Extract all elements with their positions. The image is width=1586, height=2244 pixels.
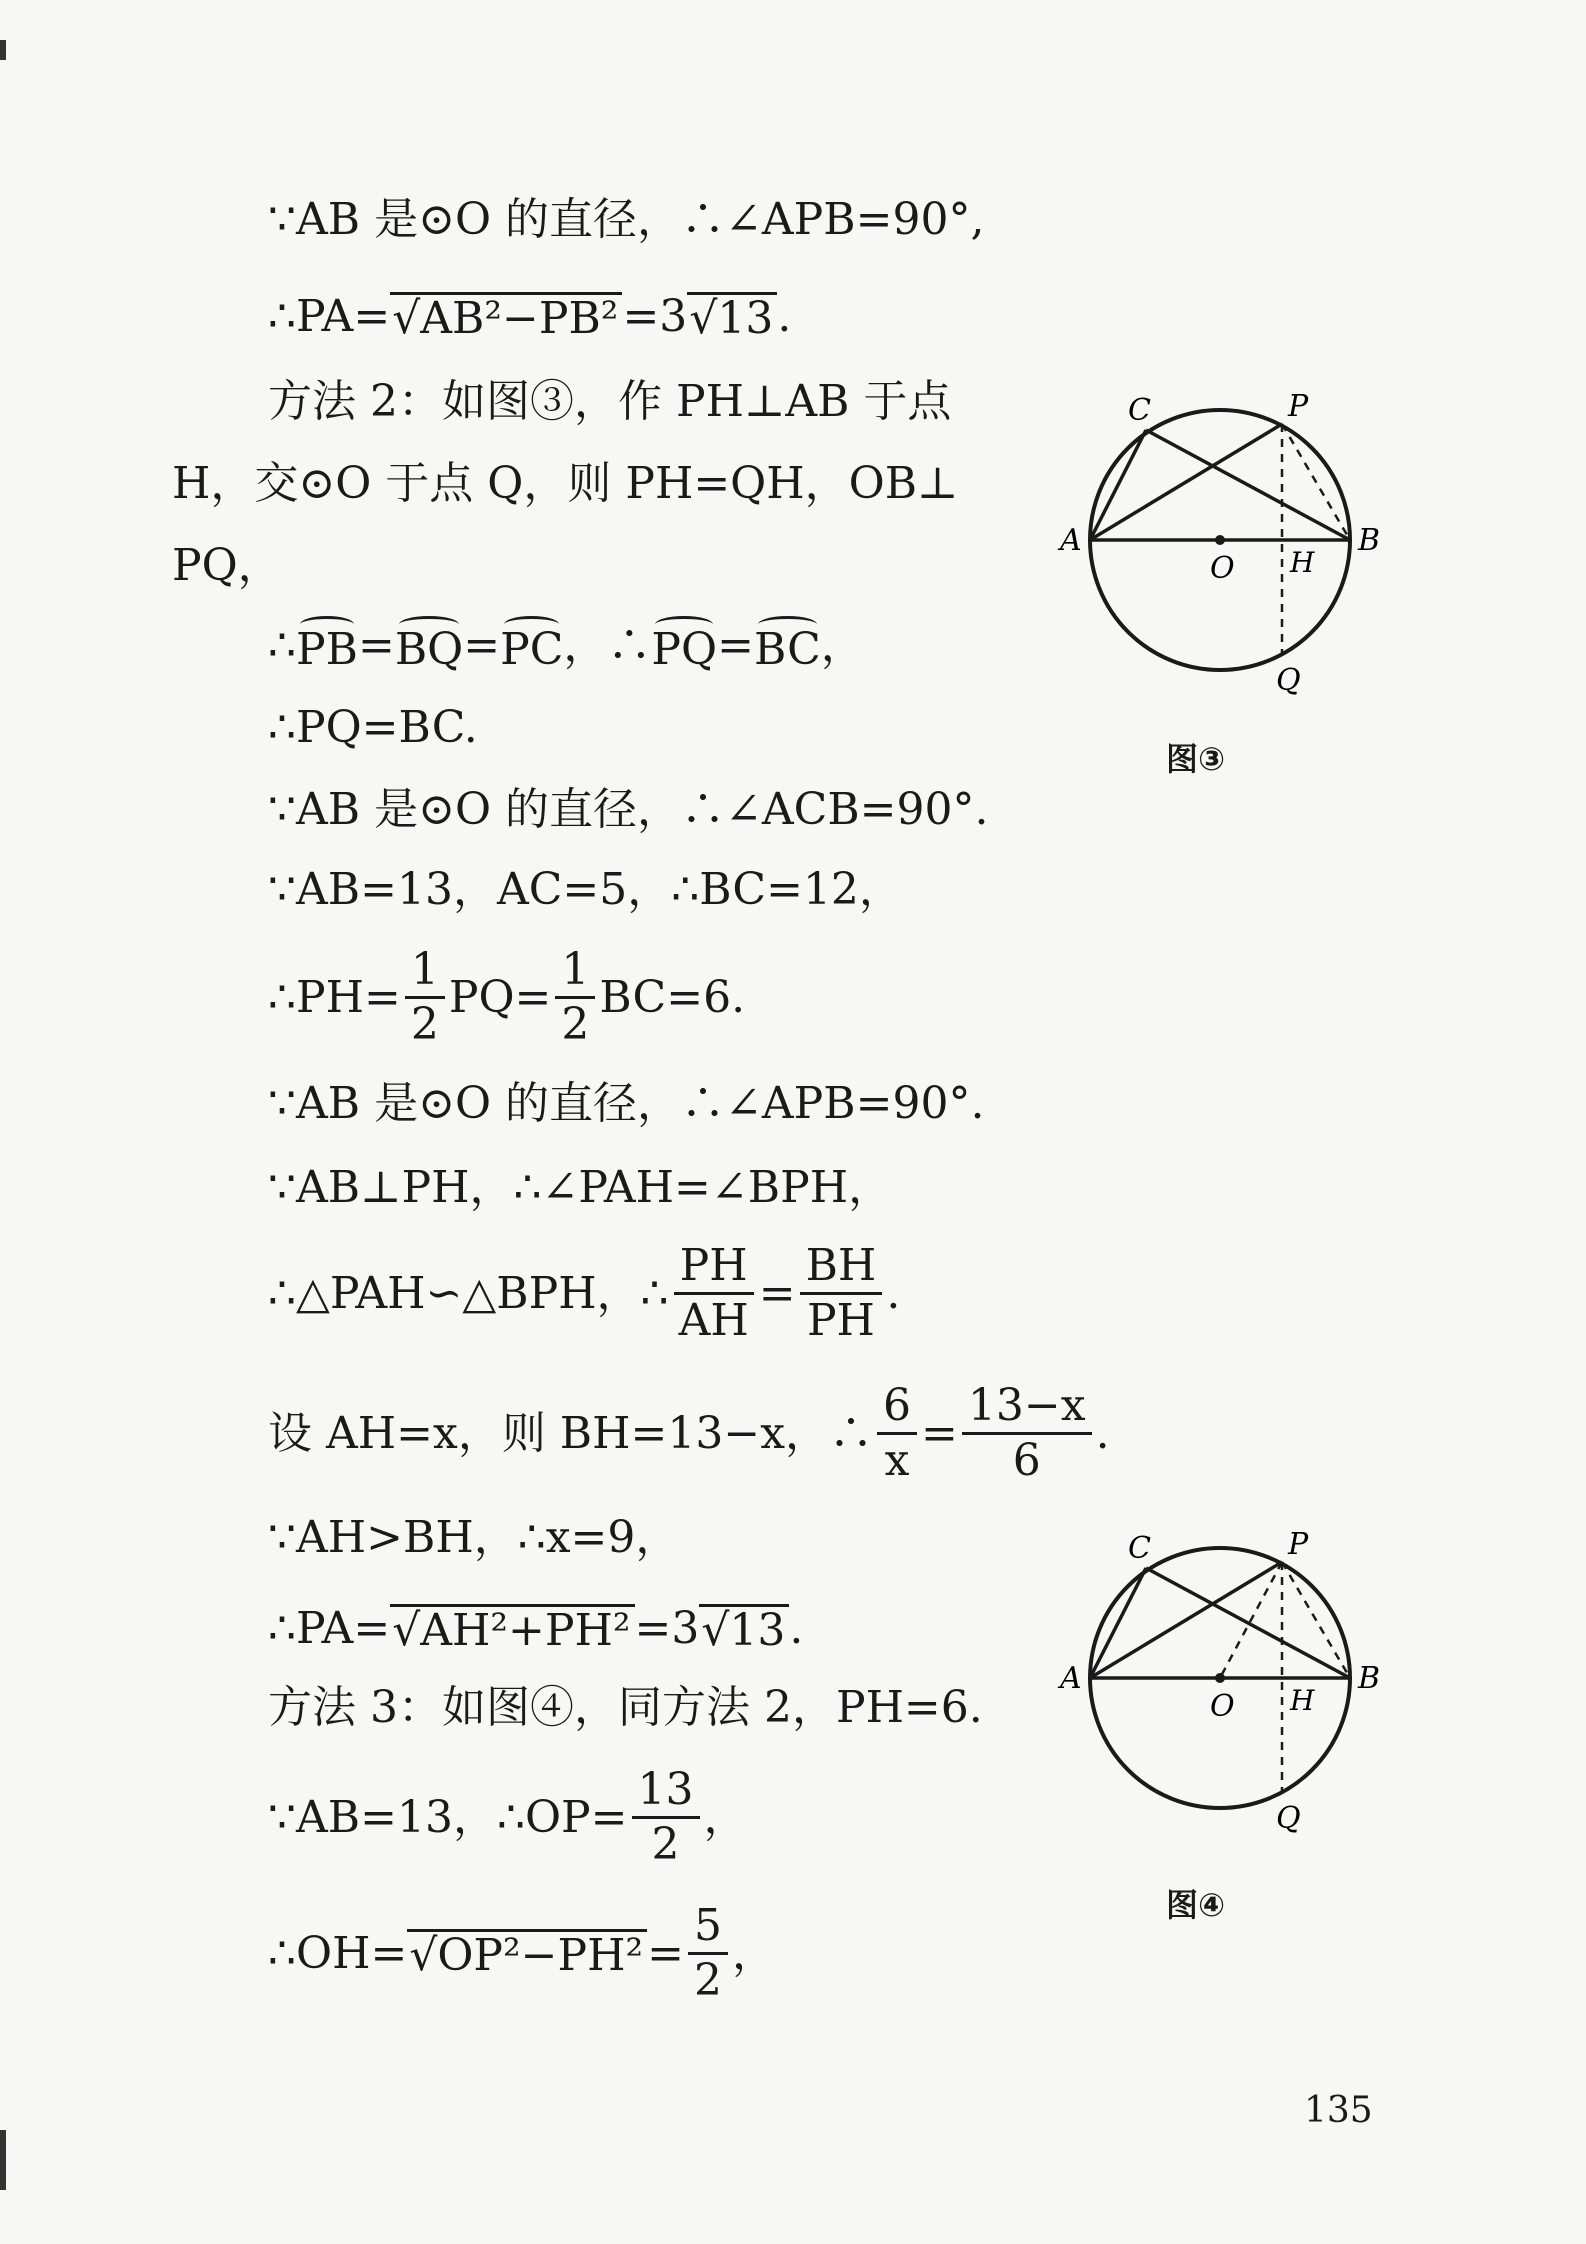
point-label: H <box>1290 1684 1315 1717</box>
point-label: O <box>1210 1689 1235 1724</box>
text-line-3: 方法 2：如图③，作 PH⊥AB 于点 <box>268 376 952 427</box>
point-label: B <box>1358 1661 1381 1696</box>
fraction: $\frac{5}{2}$ <box>688 1904 728 2003</box>
sqrt-expression: √13 <box>699 1604 789 1653</box>
fraction: $\frac{13-x}{6}$ <box>962 1384 1092 1483</box>
text-line-18: ∵AB=13，∴OP= $\frac{13}{2}$ ， <box>268 1764 748 1870</box>
figure-3-caption: 图③ <box>1166 740 1226 778</box>
point-label: O <box>1210 551 1235 586</box>
scan-edge-mark <box>0 2130 6 2190</box>
text-line-10: ∴PH= $\frac{1}{2}$ PQ= $\frac{1}{2}$ BC=6. <box>268 944 746 1050</box>
sqrt-expression: √AH²+PH² <box>390 1604 634 1653</box>
fraction: $\frac{6}{x}$ <box>877 1384 917 1483</box>
figure-4-caption: 图④ <box>1166 1886 1226 1924</box>
point-label: H <box>1290 546 1315 579</box>
fraction: $\frac{PH}{AH}$ <box>673 1244 755 1343</box>
point-label: Q <box>1276 663 1301 698</box>
text-line-15: ∵AH>BH，∴x=9， <box>268 1512 680 1563</box>
fraction: $\frac{1}{2}$ <box>405 948 445 1047</box>
page-number: 135 <box>1304 2090 1373 2131</box>
point-label: A <box>1060 523 1082 558</box>
text-line-5: PQ， <box>172 540 282 591</box>
sqrt-expression: √AB²−PB² <box>390 292 622 341</box>
text-line-17: 方法 3：如图④，同方法 2，PH=6. <box>268 1682 983 1733</box>
figure-4-diagram <box>1050 1528 1390 1848</box>
text-line-1: ∵AB 是⊙O 的直径，∴∠APB=90°, <box>268 194 985 245</box>
text-line-19: ∴OH= √OP²−PH² = $\frac{5}{2}$ ， <box>268 1900 777 2006</box>
text-line-12: ∵AB⊥PH，∴∠PAH=∠BPH， <box>268 1162 893 1213</box>
fraction: $\frac{13}{2}$ <box>632 1768 700 1867</box>
text-line-7: ∴PQ=BC. <box>268 702 478 753</box>
point-label: B <box>1358 523 1381 558</box>
point-label: P <box>1288 1528 1309 1562</box>
point-label: C <box>1128 1531 1151 1566</box>
text-line-13: ∴△PAH∽△BPH，∴ $\frac{PH}{AH}$ = $\frac{BH}{PH}$ . <box>268 1240 901 1346</box>
text-line-16: ∴PA= √AH²+PH² =3 √13 . <box>268 1602 804 1656</box>
sqrt-expression: √OP²−PH² <box>407 1929 647 1978</box>
fraction: $\frac{BH}{PH}$ <box>800 1244 883 1343</box>
figure-3-diagram <box>1050 390 1390 710</box>
point-label: Q <box>1276 1801 1301 1836</box>
scan-edge-mark <box>0 40 6 60</box>
text-line-11: ∵AB 是⊙O 的直径，∴∠APB=90°. <box>268 1078 985 1129</box>
text-line-2: ∴PA= √AB²−PB² =3 √13 . <box>268 290 792 344</box>
point-label: A <box>1060 1661 1082 1696</box>
sqrt-expression: √13 <box>687 292 777 341</box>
fraction: $\frac{1}{2}$ <box>555 948 595 1047</box>
text-line-arcs: ∴ PB = BQ = PC ，∴ PQ = BC ， <box>268 620 865 675</box>
text-line-4: H，交⊙O 于点 Q，则 PH=QH，OB⊥ <box>172 458 959 509</box>
text-line-9: ∵AB=13，AC=5，∴BC=12， <box>268 864 903 915</box>
point-label: C <box>1128 393 1151 428</box>
text-line-8: ∵AB 是⊙O 的直径，∴∠ACB=90°. <box>268 784 989 835</box>
text-line-14: 设 AH=x，则 BH=13−x，∴ $\frac{6}{x}$ = $\frac{13-x}{6}$ . <box>268 1380 1110 1486</box>
point-label: P <box>1288 390 1309 424</box>
